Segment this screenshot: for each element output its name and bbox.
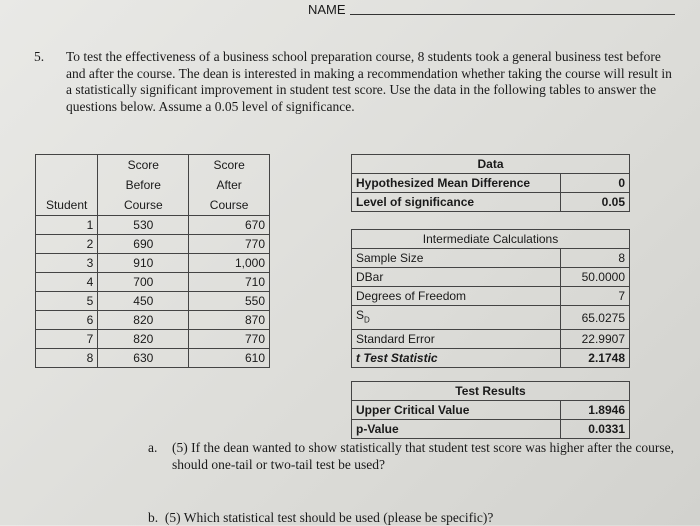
sub-question-b: b. (5) Which statistical test should be used (please be specific)? — [148, 510, 494, 525]
table-row: 7 820 770 — [36, 330, 270, 349]
sub-question-a: a. (5) If the dean wanted to show statistically that student test score was higher after the course, should one-tail or two-tail test be used? — [148, 440, 674, 472]
table-row: 2 690 770 — [36, 235, 270, 254]
results-title: Test Results — [455, 384, 526, 398]
data-table-title: Data — [477, 157, 504, 171]
test-results-table — [351, 381, 630, 439]
table-row: p-Value 0.0331 — [352, 420, 630, 439]
question-text: To test the effectiveness of a business school preparation course, 8 students took a general business test before and after the course. The dean is interested in making a recommendation whether taking the course will result in a statistically significant improvement in student test score. Use the data in the following tables to answer the questions below. Assume a 0.05 level of significance. — [66, 49, 672, 114]
table-row: Hypothesized Mean Difference 0 — [352, 174, 630, 193]
student-score-table — [35, 154, 270, 368]
intermediate-title: Intermediate Calculations — [422, 232, 559, 246]
table-row: Sample Size 8 — [352, 249, 630, 268]
table-row: 6 820 870 — [36, 311, 270, 330]
table-row: 5 450 550 — [36, 292, 270, 311]
table-row: $S_D$ 65.0275 — [352, 306, 630, 330]
table-row: Upper Critical Value 1.8946 — [352, 401, 630, 420]
table-row: t Test Statistic 2.1748 — [352, 349, 630, 368]
header-student: Student — [36, 155, 98, 216]
header-score-before: Score Before Course — [98, 155, 189, 216]
header-score-after: Score After Course — [189, 155, 270, 216]
table-row: Degrees of Freedom 7 — [352, 287, 630, 306]
name-label: NAME — [308, 2, 346, 17]
table-row: DBar 50.0000 — [352, 268, 630, 287]
name-line — [350, 14, 675, 15]
question-number: 5. — [34, 49, 45, 64]
table-row: 8 630 610 — [36, 349, 270, 368]
table-row: 1 530 670 — [36, 216, 270, 235]
table-row: 3 910 1,000 — [36, 254, 270, 273]
intermediate-calculations-table — [351, 229, 630, 368]
table-row: 4 700 710 — [36, 273, 270, 292]
table-row: Level of significance 0.05 — [352, 193, 630, 212]
data-table — [351, 154, 630, 212]
table-row: Standard Error 22.9907 — [352, 330, 630, 349]
